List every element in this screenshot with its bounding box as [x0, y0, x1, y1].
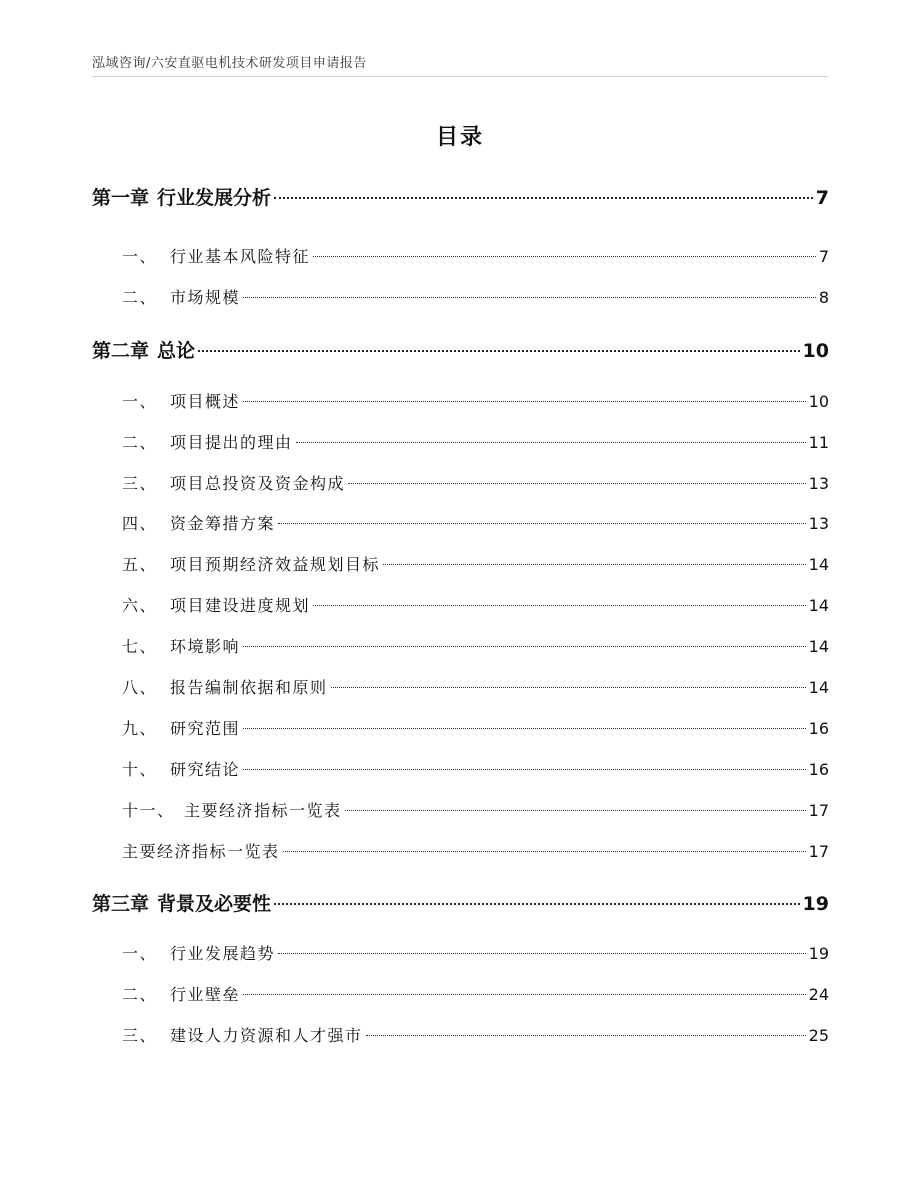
toc-entry-number: 第三章	[92, 893, 150, 915]
toc-entry-number: 二、	[122, 288, 158, 307]
dot-leader	[296, 442, 806, 443]
toc-entry-page: 7	[818, 247, 829, 266]
toc-entry-page: 16	[808, 760, 829, 779]
dot-leader	[243, 769, 806, 770]
toc-section-2-9[interactable]	[92, 716, 829, 742]
toc-entry-title: 报告编制依据和原则	[170, 678, 328, 697]
dot-leader	[283, 851, 806, 852]
toc-entry-page: 7	[815, 187, 829, 209]
toc-entry-title: 主要经济指标一览表	[122, 842, 280, 861]
dot-leader	[243, 297, 816, 298]
toc-entry-title: 项目概述	[170, 392, 241, 411]
toc-chapter-3[interactable]	[92, 889, 829, 915]
toc-entry-number: 一、	[122, 944, 158, 963]
dot-leader	[198, 350, 800, 352]
toc-entry-title: 市场规模	[170, 288, 241, 307]
dot-leader	[274, 903, 800, 905]
toc-entry-number: 七、	[122, 637, 158, 656]
toc-entry-title: 项目总投资及资金构成	[170, 474, 346, 493]
toc-entry-number: 六、	[122, 596, 158, 615]
toc-section-2-8[interactable]	[92, 675, 829, 701]
dot-leader	[313, 605, 806, 606]
toc-entry-number: 十一、	[122, 801, 175, 820]
toc-section-2-5[interactable]	[92, 552, 829, 578]
toc-entry-number: 一、	[122, 247, 158, 266]
dot-leader	[278, 523, 806, 524]
toc-section-2-2[interactable]	[92, 430, 829, 456]
dot-leader	[274, 197, 813, 199]
toc-section-3-3[interactable]	[92, 1023, 829, 1049]
dot-leader	[278, 953, 806, 954]
toc-entry-number: 第二章	[92, 340, 150, 362]
toc-section-3-1[interactable]	[92, 941, 829, 967]
toc-entry-page: 14	[808, 637, 829, 656]
toc-section-2-10[interactable]	[92, 757, 829, 783]
toc-entry-page: 13	[808, 514, 829, 533]
toc-section-2-6[interactable]	[92, 593, 829, 619]
toc-entry-title: 环境影响	[170, 637, 241, 656]
toc-entry-title: 项目建设进度规划	[170, 596, 311, 615]
toc-section-1-1[interactable]	[92, 244, 829, 270]
toc-entry-page: 10	[808, 392, 829, 411]
toc-entry-page: 17	[808, 842, 829, 861]
toc-entry-page: 11	[808, 433, 829, 452]
toc-section-1-2[interactable]	[92, 285, 829, 311]
toc-entry-page: 13	[808, 474, 829, 493]
toc-entry-title: 总论	[157, 340, 196, 362]
toc-entry-page: 14	[808, 596, 829, 615]
toc-entry-title: 研究结论	[170, 760, 241, 779]
dot-leader	[345, 810, 806, 811]
toc-entry-number: 十、	[122, 760, 158, 779]
toc-title: 目录	[435, 125, 484, 150]
toc-chapter-2[interactable]	[92, 336, 829, 362]
toc-section-2-1[interactable]	[92, 389, 829, 415]
toc-entry-title: 项目预期经济效益规划目标	[170, 555, 381, 574]
toc-entry-number: 三、	[122, 474, 158, 493]
toc-entry-number: 第一章	[92, 187, 150, 209]
toc-section-2-11[interactable]	[92, 798, 829, 824]
toc-entry-page: 14	[808, 555, 829, 574]
dot-leader	[331, 687, 806, 688]
running-header: 泓域咨询/六安直驱电机技术研发项目申请报告	[92, 56, 367, 71]
dot-leader	[348, 483, 806, 484]
toc-entry-page: 17	[808, 801, 829, 820]
toc-entry-number: 一、	[122, 392, 158, 411]
toc-section-2-4[interactable]	[92, 511, 829, 537]
toc-entry-page: 19	[808, 944, 829, 963]
toc-entry-number: 二、	[122, 985, 158, 1004]
toc-table-entry[interactable]	[92, 839, 829, 865]
toc-chapter-1[interactable]	[92, 183, 829, 209]
toc-entry-title: 研究范围	[170, 719, 241, 738]
toc-entry-page: 16	[808, 719, 829, 738]
toc-entry-number: 五、	[122, 555, 158, 574]
dot-leader	[243, 728, 806, 729]
toc-entry-title: 行业发展分析	[157, 187, 272, 209]
toc-entry-number: 三、	[122, 1026, 158, 1045]
dot-leader	[243, 994, 806, 995]
toc-entry-number: 九、	[122, 719, 158, 738]
header-divider	[92, 76, 828, 77]
toc-entry-title: 项目提出的理由	[170, 433, 293, 452]
toc-entry-title: 行业发展趋势	[170, 944, 276, 963]
dot-leader	[313, 256, 816, 257]
toc-entry-title: 行业壁垒	[170, 985, 241, 1004]
toc-entry-page: 8	[818, 288, 829, 307]
toc-entry-page: 19	[802, 893, 829, 915]
toc-entry-title: 资金筹措方案	[170, 514, 276, 533]
toc-entry-page: 25	[808, 1026, 829, 1045]
toc-entry-number: 四、	[122, 514, 158, 533]
toc-entry-number: 二、	[122, 433, 158, 452]
toc-entry-title: 建设人力资源和人才强市	[170, 1026, 363, 1045]
toc-entry-title: 背景及必要性	[157, 893, 272, 915]
toc-entry-page: 10	[802, 340, 829, 362]
dot-leader	[366, 1035, 806, 1036]
toc-section-3-2[interactable]	[92, 982, 829, 1008]
dot-leader	[243, 401, 806, 402]
dot-leader	[383, 564, 806, 565]
toc-entry-title: 主要经济指标一览表	[184, 801, 342, 820]
toc-entry-page: 24	[808, 985, 829, 1004]
toc-section-2-3[interactable]	[92, 471, 829, 497]
toc-section-2-7[interactable]	[92, 634, 829, 660]
dot-leader	[243, 646, 806, 647]
toc-entry-number: 八、	[122, 678, 158, 697]
toc-entry-title: 行业基本风险特征	[170, 247, 311, 266]
toc-entry-page: 14	[808, 678, 829, 697]
